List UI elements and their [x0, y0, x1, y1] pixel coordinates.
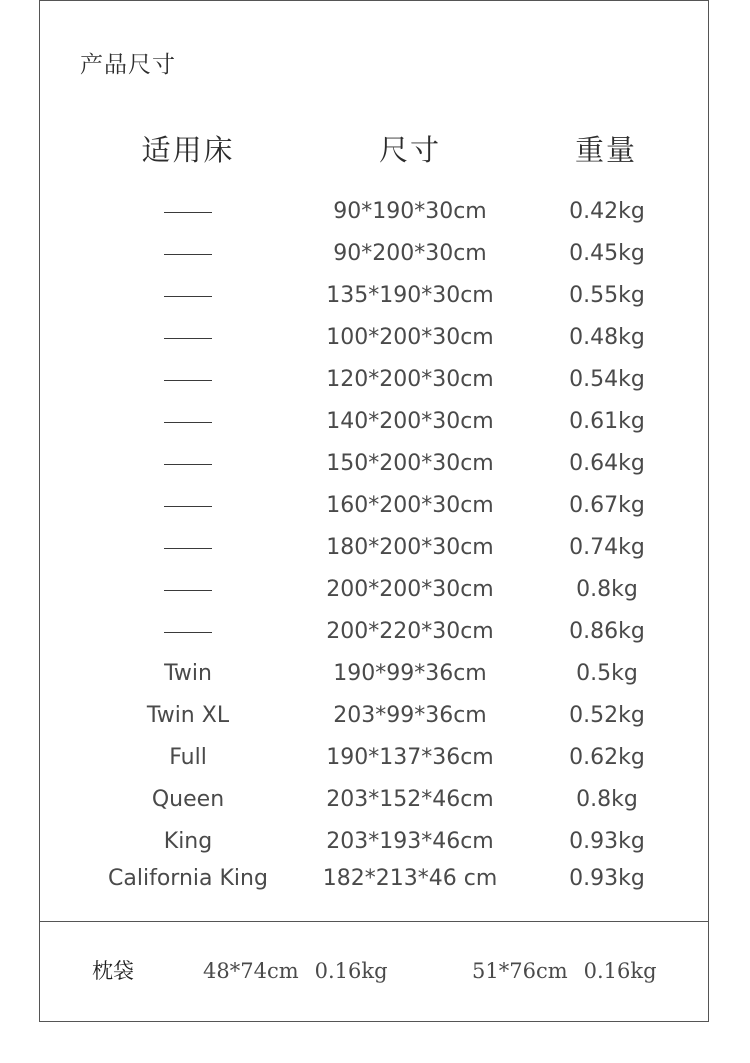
- section-title: 产品尺寸: [80, 52, 176, 78]
- pillowcase-a-weight: 0.16kg: [314, 959, 388, 983]
- bed-type-empty: [78, 238, 298, 270]
- size-value: 200*200*30cm: [326, 577, 494, 602]
- size-value: 203*193*46cm: [326, 829, 494, 854]
- size-value: 200*220*30cm: [326, 619, 494, 644]
- table-row: [0, 826, 750, 858]
- weight-value: 0.52kg: [569, 703, 645, 728]
- table-row: [0, 742, 750, 774]
- dash-placeholder: [164, 338, 212, 339]
- weight-value: 0.5kg: [576, 661, 638, 686]
- bed-type: Full: [169, 745, 207, 770]
- table-row: [0, 448, 750, 480]
- bed-type-empty: [78, 406, 298, 438]
- size-value: 203*99*36cm: [333, 703, 487, 728]
- bed-type: Queen: [151, 787, 225, 812]
- bed-type: Twin XL: [146, 703, 230, 728]
- pillowcase-option-b: [472, 955, 657, 987]
- table-row: [0, 700, 750, 732]
- table-row: [0, 364, 750, 396]
- dash-placeholder: [164, 380, 212, 381]
- column-header-size: 尺寸: [378, 133, 441, 167]
- weight-value: 0.62kg: [569, 745, 645, 770]
- table-row: [0, 196, 750, 228]
- bed-type: King: [163, 829, 213, 854]
- weight-value: 0.61kg: [569, 409, 645, 434]
- dash-placeholder: [164, 548, 212, 549]
- dash-placeholder: [164, 506, 212, 507]
- size-value: 140*200*30cm: [326, 409, 494, 434]
- dash-placeholder: [164, 296, 212, 297]
- table-row: [0, 490, 750, 522]
- table-row: [0, 574, 750, 606]
- table-row: [0, 322, 750, 354]
- bed-type-empty: [78, 280, 298, 312]
- size-value: 120*200*30cm: [326, 367, 494, 392]
- weight-value: 0.93kg: [569, 866, 645, 891]
- weight-value: 0.55kg: [569, 283, 645, 308]
- dash-placeholder: [164, 422, 212, 423]
- bed-type-empty: [78, 490, 298, 522]
- weight-value: 0.8kg: [576, 787, 638, 812]
- table-row: [0, 280, 750, 312]
- table-row: [0, 784, 750, 816]
- bed-type-empty: [78, 574, 298, 606]
- size-value: 190*99*36cm: [333, 661, 487, 686]
- weight-value: 0.42kg: [569, 199, 645, 224]
- section-divider: [39, 921, 709, 922]
- bed-type-empty: [78, 196, 298, 228]
- bed-type-empty: [78, 532, 298, 564]
- size-value: 135*190*30cm: [326, 283, 494, 308]
- table-row: [0, 532, 750, 564]
- pillowcase-label: 枕袋: [92, 959, 134, 983]
- dash-placeholder: [164, 212, 212, 213]
- dash-placeholder: [164, 632, 212, 633]
- size-value: 90*200*30cm: [333, 241, 487, 266]
- column-header-weight: 重量: [574, 133, 637, 167]
- size-value: 100*200*30cm: [326, 325, 494, 350]
- size-value: 182*213*46 cm: [322, 866, 498, 891]
- size-value: 180*200*30cm: [326, 535, 494, 560]
- bed-type: Twin: [164, 661, 212, 686]
- bed-type: California King: [108, 866, 268, 891]
- bed-type-empty: [78, 364, 298, 396]
- dash-placeholder: [164, 464, 212, 465]
- weight-value: 0.48kg: [569, 325, 645, 350]
- size-value: 203*152*46cm: [326, 787, 494, 812]
- table-row: [0, 238, 750, 270]
- column-header-bed: 适用床: [141, 133, 235, 167]
- weight-value: 0.74kg: [569, 535, 645, 560]
- table-row: [0, 658, 750, 690]
- weight-value: 0.8kg: [576, 577, 638, 602]
- pillowcase-b-size: 51*76cm: [472, 959, 568, 983]
- pillowcase-b-weight: 0.16kg: [583, 959, 657, 983]
- bed-type-empty: [78, 322, 298, 354]
- dash-placeholder: [164, 590, 212, 591]
- size-value: 90*190*30cm: [333, 199, 487, 224]
- weight-value: 0.54kg: [569, 367, 645, 392]
- dash-placeholder: [164, 254, 212, 255]
- weight-value: 0.64kg: [569, 451, 645, 476]
- size-value: 150*200*30cm: [326, 451, 494, 476]
- weight-value: 0.86kg: [569, 619, 645, 644]
- pillowcase-a-size: 48*74cm: [203, 959, 299, 983]
- table-row: [0, 616, 750, 648]
- bed-type-empty: [78, 616, 298, 648]
- weight-value: 0.45kg: [569, 241, 645, 266]
- table-row: [0, 863, 750, 895]
- table-row: [0, 406, 750, 438]
- pillowcase-option-a: [203, 955, 388, 987]
- weight-value: 0.67kg: [569, 493, 645, 518]
- size-value: 160*200*30cm: [326, 493, 494, 518]
- weight-value: 0.93kg: [569, 829, 645, 854]
- bed-type-empty: [78, 448, 298, 480]
- size-value: 190*137*36cm: [326, 745, 494, 770]
